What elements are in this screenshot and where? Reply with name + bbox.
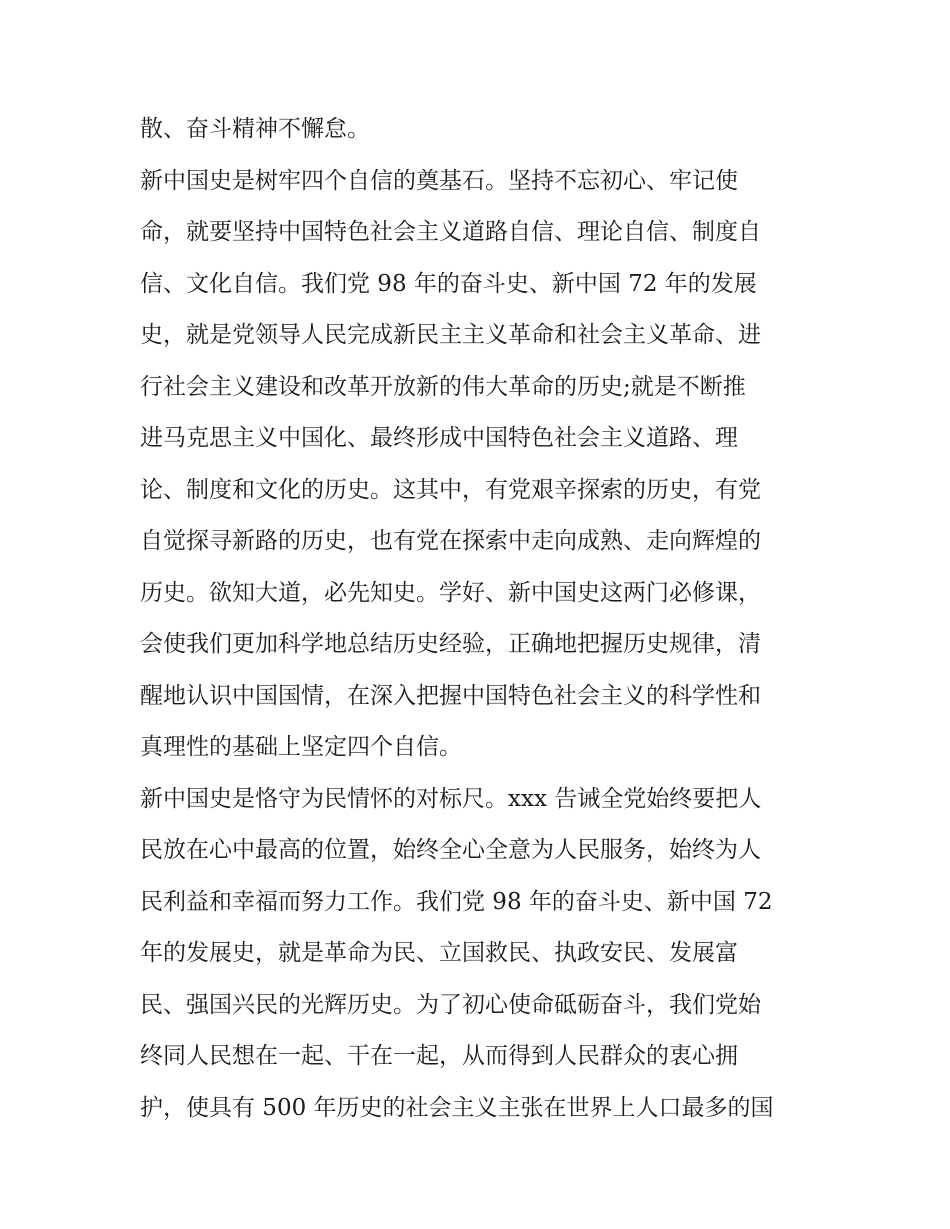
text-line: 年的发展史，就是革命为民、立国救民、执政安民、发展富	[140, 940, 738, 966]
text-line: 会使我们更加科学地总结历史经验，正确地把握历史规律，清	[140, 631, 761, 657]
text-line: 真理性的基础上坚定四个自信。	[140, 734, 462, 760]
text-line: 新中国史是恪守为民情怀的对标尺。xxx 告诫全党始终要把人	[140, 785, 762, 812]
text-line: 自觉探寻新路的历史，也有党在探索中走向成熟、走向辉煌的	[140, 528, 761, 554]
text-line: 终同人民想在一起、干在一起，从而得到人民群众的衷心拥	[140, 1043, 738, 1069]
text-line: 信、文化自信。我们党 98 年的奋斗史、新中国 72 年的发展	[140, 270, 757, 297]
text-line: 历史。欲知大道，必先知史。学好、新中国史这两门必修课，	[140, 579, 761, 606]
text-line: 进马克思主义中国化、最终形成中国特色社会主义道路、理	[140, 425, 738, 451]
text-line: 新中国史是树牢四个自信的奠基石。坚持不忘初心、牢记使	[140, 167, 738, 194]
text-line: 民放在心中最高的位置，始终全心全意为人民服务，始终为人	[140, 837, 761, 863]
text-line: 护，使具有 500 年历史的社会主义主张在世界上人口最多的国	[140, 1094, 774, 1121]
body-text	[140, 104, 820, 1134]
text-line: 散、奋斗精神不懈怠。	[140, 116, 370, 142]
text-line: 行社会主义建设和改革开放新的伟大革命的历史;就是不断推	[140, 373, 746, 400]
text-line: 民、强国兴民的光辉历史。为了初心使命砥砺奋斗，我们党始	[140, 991, 761, 1018]
text-line: 民利益和幸福而努力工作。我们党 98 年的奋斗史、新中国 72	[140, 888, 773, 915]
text-line: 醒地认识中国国情，在深入把握中国特色社会主义的科学性和	[140, 682, 761, 709]
text-line: 论、制度和文化的历史。这其中，有党艰辛探索的历史，有党	[140, 476, 761, 503]
text-line: 命，就要坚持中国特色社会主义道路自信、理论自信、制度自	[140, 219, 761, 245]
text-line: 史，就是党领导人民完成新民主主义革命和社会主义革命、进	[140, 322, 761, 348]
